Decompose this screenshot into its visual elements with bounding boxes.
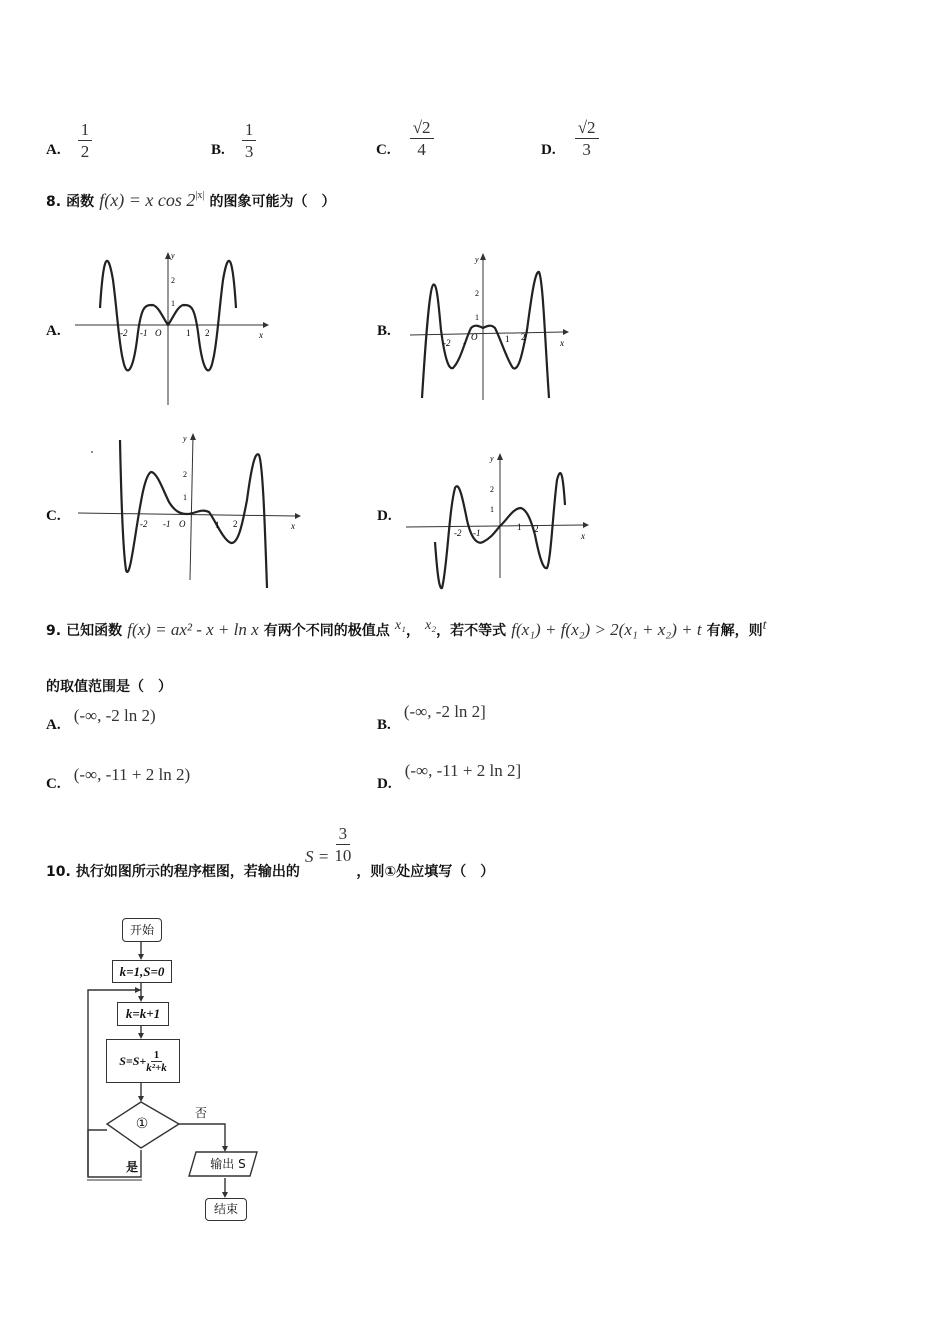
q9-option-a[interactable]: A. (-∞, -2 ln 2) — [46, 706, 156, 733]
decision-label: ① — [135, 1116, 149, 1132]
q7-option-d[interactable] — [541, 118, 596, 171]
svg-text:-2: -2 — [443, 338, 451, 348]
svg-text:2: 2 — [475, 289, 479, 298]
svg-text:1: 1 — [517, 522, 522, 532]
svg-text:1: 1 — [505, 334, 510, 344]
svg-text:2: 2 — [171, 276, 175, 285]
svg-text:1: 1 — [215, 520, 220, 530]
fraction: $\frac{1}{2}$ — [78, 120, 93, 163]
q7-option-a[interactable] — [46, 120, 90, 171]
q9-option-c[interactable]: C. (-∞, -11 + 2 ln 2) — [46, 765, 191, 792]
option-label: B. — [211, 142, 225, 158]
q10-stem: 10. 执行如图所示的程序框图，若输出的 S = $\frac{3}{10}$ ，则①处应填写（ ） — [46, 824, 495, 880]
svg-text:2: 2 — [534, 524, 539, 534]
fraction: $\frac{√2}{4}$ — [410, 118, 434, 161]
q7-option-c[interactable] — [376, 118, 431, 171]
fraction: $\frac{1}{3}$ — [242, 120, 257, 163]
flowchart — [80, 910, 280, 1230]
fraction: $\frac{3}{10}$ — [334, 824, 352, 865]
svg-text:O: O — [471, 332, 478, 342]
q8-stem: 8. 函数 f(x) = x $\cos 2^{|x|}$ 的图象可能为（ ） — [46, 190, 336, 210]
svg-text:y: y — [171, 251, 175, 260]
svg-text:1: 1 — [490, 505, 494, 514]
svg-text:-1: -1 — [163, 519, 171, 529]
svg-text:1: 1 — [186, 328, 191, 338]
svg-text:x: x — [291, 521, 295, 531]
q8-option-b-label[interactable]: B. — [377, 323, 391, 339]
svg-text:x: x — [560, 338, 564, 348]
svg-text:2: 2 — [205, 328, 210, 338]
q8-graph-a — [75, 250, 275, 405]
svg-text:2: 2 — [521, 332, 526, 342]
fraction: $\frac{√2}{3}$ — [575, 118, 599, 161]
svg-text:-: - — [463, 338, 466, 348]
no-label: 否 — [195, 1106, 208, 1120]
init-node: k=1,S=0 — [112, 960, 172, 983]
q8-option-d-label[interactable]: D. — [377, 508, 392, 524]
svg-text:x: x — [259, 330, 263, 340]
svg-text:2: 2 — [490, 485, 494, 494]
q8-graph-c — [75, 430, 315, 595]
yes-label: 是 — [126, 1160, 139, 1174]
q8-formula: f(x) = x $\cos 2^{|x|}$ — [99, 190, 205, 210]
svg-text:-2: -2 — [140, 519, 148, 529]
q8-graph-b — [405, 250, 575, 400]
svg-text:y: y — [183, 434, 187, 443]
output-label: 输出 S — [210, 1157, 246, 1171]
svg-text:1: 1 — [183, 493, 187, 502]
start-node: 开始 — [122, 918, 162, 942]
svg-text:y: y — [475, 255, 479, 264]
q7-option-b[interactable] — [211, 120, 254, 171]
svg-text:-2: -2 — [454, 528, 462, 538]
q8-option-a-label[interactable]: A. — [46, 323, 61, 339]
q9-inequality: f(x₁) + f(x₂) > 2(x₁ + x₂) + t — [511, 620, 702, 639]
q8-option-c-label[interactable]: C. — [46, 508, 61, 524]
update-node: S=S+ $\frac{1}{\text{k²+k}}$ — [106, 1039, 180, 1083]
end-node: 结束 — [205, 1198, 247, 1221]
svg-text:1: 1 — [171, 299, 175, 308]
q9-option-d[interactable]: D. (-∞, -11 + 2 ln 2] — [377, 761, 522, 792]
option-label: A. — [46, 142, 61, 158]
option-label: D. — [541, 142, 556, 158]
q9-stem-line2: 的取值范围是（ ） — [46, 679, 172, 695]
q9-formula: f(x) = ax² - x + ln x — [127, 620, 259, 639]
option-label: C. — [376, 142, 391, 158]
svg-text:O: O — [179, 519, 186, 529]
svg-text:y: y — [490, 454, 494, 463]
update-fraction: $\frac{1}{\text{k²+k}}$ — [146, 1048, 167, 1074]
svg-text:2: 2 — [183, 470, 187, 479]
svg-text:2: 2 — [233, 519, 238, 529]
svg-text:x: x — [581, 531, 585, 541]
q8-graph-d — [403, 450, 598, 595]
svg-text:O: O — [155, 328, 162, 338]
svg-text:-2: -2 — [120, 328, 128, 338]
svg-text:1: 1 — [475, 313, 479, 322]
increment-node: k=k+1 — [117, 1002, 169, 1026]
q9-option-b[interactable]: B. (-∞, -2 ln 2] — [377, 702, 486, 733]
svg-text:-1: -1 — [473, 528, 481, 538]
svg-text:-1: -1 — [140, 328, 148, 338]
q9-stem-line1: 9. 已知函数 f(x) = ax² - x + ln x 有两个不同的极值点 x₁， x₂，若不等式 f(x₁) + f(x₂) > 2(x₁ + x₂) + t 有解，则t — [46, 618, 767, 639]
